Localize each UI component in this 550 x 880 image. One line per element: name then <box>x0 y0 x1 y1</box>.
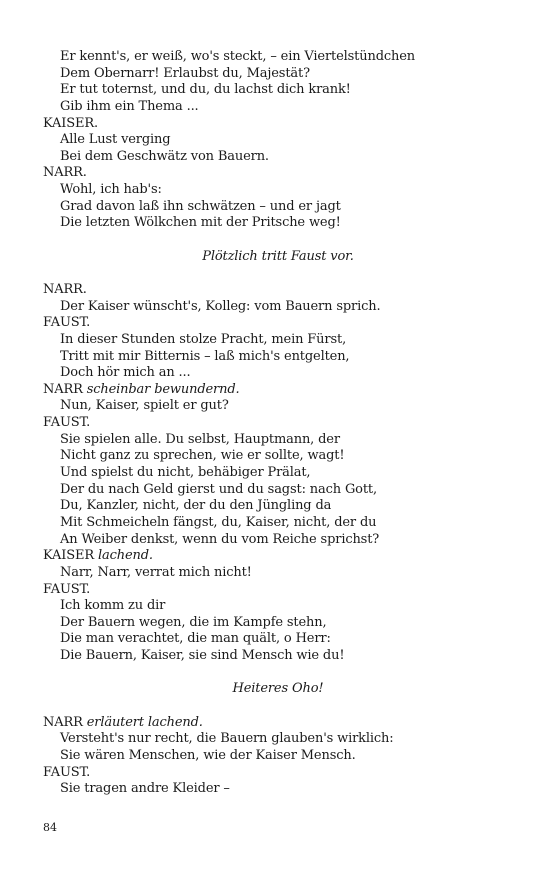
verse-line: Und spielst du nicht, behäbiger Prälat, <box>60 465 311 481</box>
speaker-name <box>43 315 513 332</box>
speaker-label: NARR. <box>43 165 87 181</box>
verse-line: Alle Lust verging <box>60 132 171 148</box>
verse-line: Dem Obernarr! Erlaubst du, Majestät? <box>60 65 310 81</box>
page-number: 84 <box>43 821 57 834</box>
verse-line: Er kennt's, er weiß, wo's steckt, – ein Viertelstündchen <box>60 49 415 64</box>
speaker-name <box>43 765 513 782</box>
verse-line: Nun, Kaiser, spielt er gut? <box>60 398 229 414</box>
speaker-name <box>43 548 513 565</box>
verse-line: Der du nach Geld gierst und du sagst: nach Gott, <box>60 481 377 497</box>
verse-line: Die man verachtet, die man quält, o Herr: <box>60 631 331 647</box>
speaker-label: NARR <box>43 714 83 730</box>
blank-line <box>43 265 513 282</box>
play-text <box>43 49 513 798</box>
speaker-label: FAUST. <box>43 315 91 331</box>
speaker-label: NARR <box>43 381 83 397</box>
verse-line: Der Kaiser wünscht's, Kolleg: vom Bauern sprich. <box>60 298 381 314</box>
speaker-stage-note: lachend. <box>97 548 153 564</box>
verse-line: Bei dem Geschwätz von Bauern. <box>60 148 269 164</box>
verse-line: Ich komm zu dir <box>60 598 166 614</box>
verse-line: Du, Kanzler, nicht, der du den Jüngling da <box>60 498 332 514</box>
verse-line: Sie wären Menschen, wie der Kaiser Mensch. <box>60 747 356 763</box>
verse-line: An Weiber denkst, wenn du vom Reiche sprichst? <box>60 531 380 547</box>
speaker-label: KAISER. <box>43 115 98 131</box>
verse-line: In dieser Stunden stolze Pracht, mein Fürst, <box>60 331 347 347</box>
blank-line <box>43 698 513 715</box>
verse-line: Die letzten Wölkchen mit der Pritsche weg! <box>60 215 341 231</box>
speaker-name <box>43 165 513 182</box>
speaker-label: NARR. <box>43 281 87 297</box>
blank-line <box>43 665 513 682</box>
verse-line: Der Bauern wegen, die im Kampfe stehn, <box>60 614 327 630</box>
verse-line: Tritt mit mir Bitternis – laß mich's entgelten, <box>60 348 350 364</box>
speaker-name <box>43 282 513 299</box>
verse-line: Er tut toternst, und du, du lachst dich krank! <box>60 82 351 98</box>
stage-direction: Plötzlich tritt Faust vor. <box>202 248 354 264</box>
speaker-name <box>43 382 513 399</box>
speaker-stage-note: scheinbar bewundernd. <box>86 381 240 397</box>
blank-line <box>43 232 513 249</box>
verse-line: Gib ihm ein Thema ... <box>60 98 199 114</box>
verse-line: Sie spielen alle. Du selbst, Hauptmann, der <box>60 431 340 447</box>
speaker-name <box>43 715 513 732</box>
speaker-name <box>43 582 513 599</box>
verse-line: Grad davon laß ihn schwätzen – und er jagt <box>60 198 341 214</box>
verse-line: Doch hör mich an ... <box>60 365 191 381</box>
verse-line: Narr, Narr, verrat mich nicht! <box>60 564 252 580</box>
speaker-stage-note: erläutert lachend. <box>86 714 203 730</box>
verse-line: Mit Schmeicheln fängst, du, Kaiser, nicht, der du <box>60 514 377 530</box>
verse-line: Versteht's nur recht, die Bauern glauben's wirklich: <box>60 731 394 747</box>
speaker-label: FAUST. <box>43 581 91 597</box>
verse-line: Nicht ganz zu sprechen, wie er sollte, wagt! <box>60 448 345 464</box>
stage-direction: Heiteres Oho! <box>232 681 324 697</box>
speaker-label: KAISER <box>43 548 94 564</box>
speaker-name <box>43 116 513 133</box>
verse-line: Wohl, ich hab's: <box>60 182 162 198</box>
speaker-label: FAUST. <box>43 764 91 780</box>
verse-line: Sie tragen andre Kleider – <box>60 781 230 797</box>
verse-line: Die Bauern, Kaiser, sie sind Mensch wie du! <box>60 648 345 664</box>
speaker-label: FAUST. <box>43 415 91 431</box>
speaker-name <box>43 415 513 432</box>
